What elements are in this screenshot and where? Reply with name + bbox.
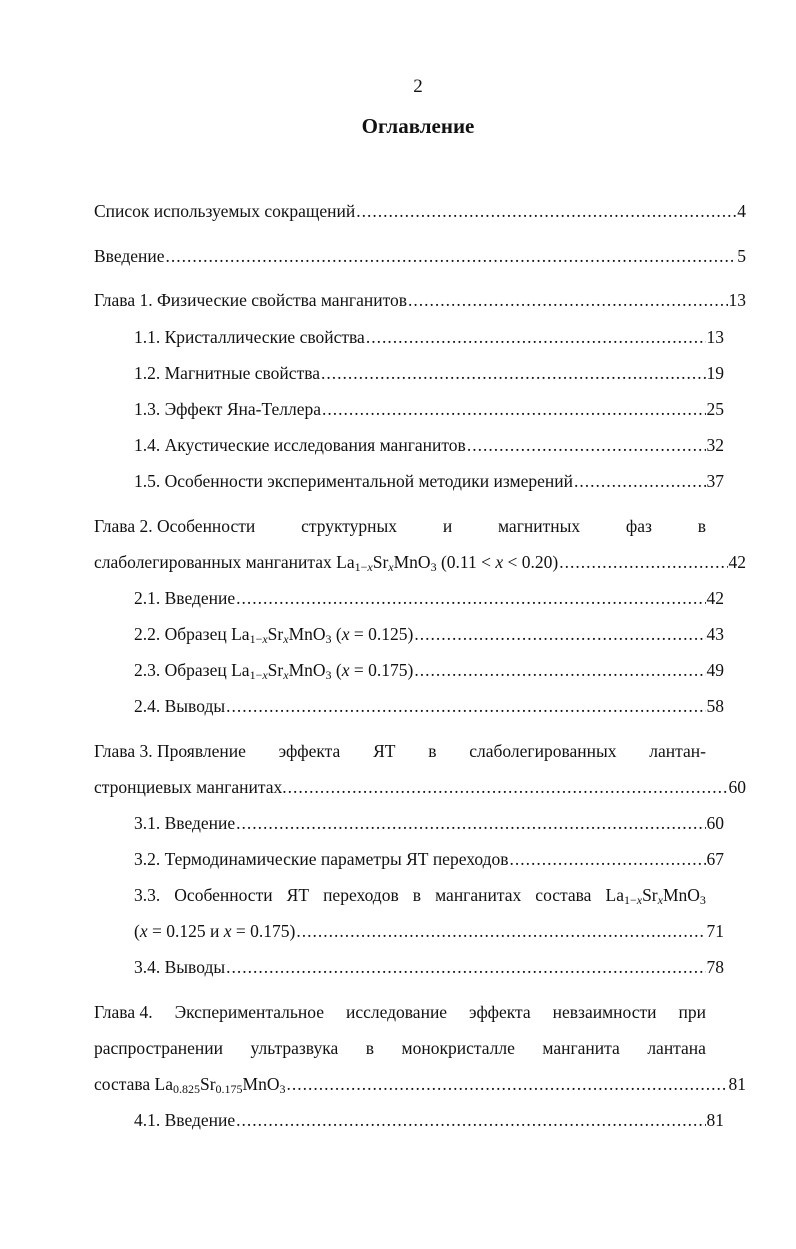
toc-word: Особенности xyxy=(174,885,273,905)
toc-entry-label: 1.3. Эффект Яна-Теллера xyxy=(134,399,321,419)
dot-leader xyxy=(408,289,727,311)
toc-entry-label: 2.1. Введение xyxy=(134,588,236,608)
toc-page-number: 37 xyxy=(706,471,724,491)
page-number: 2 xyxy=(413,76,423,97)
dot-leader xyxy=(366,326,706,348)
toc-word: переходов xyxy=(323,885,399,905)
toc-entry-section-2-1[interactable] xyxy=(134,587,724,609)
dot-leader xyxy=(321,362,705,384)
toc-page-number: 25 xyxy=(706,399,724,419)
toc-entry-section-2-4[interactable] xyxy=(134,695,724,717)
toc-entry-label: стронциевых манганитах. xyxy=(94,777,287,797)
toc-entry-label: 4.1. Введение xyxy=(134,1110,236,1130)
toc-word: распространении xyxy=(94,1038,223,1058)
dot-leader xyxy=(226,956,705,978)
toc-word: лантан- xyxy=(649,741,706,761)
toc-entry-label: 1.5. Особенности экспериментальной методики измерений xyxy=(134,471,573,491)
toc-entry-section-3-3-line-1[interactable] xyxy=(134,884,706,906)
toc-word: эффекта xyxy=(469,1002,531,1022)
toc-entry-section-1-2[interactable] xyxy=(134,362,724,384)
toc-entry-label: слаболегированных манганитах $La_{1-x}Sr_xMnO_3$ (0.11 < x < 0.20) xyxy=(94,552,559,574)
toc-word: фаз xyxy=(625,516,652,536)
dot-leader xyxy=(559,551,727,573)
toc-page-number: 49 xyxy=(706,660,724,680)
toc-page-number: 13 xyxy=(706,327,724,347)
toc-entry-label: Глава 1. Физические свойства манганитов xyxy=(94,290,408,310)
dot-leader xyxy=(414,623,705,645)
toc-word: в xyxy=(412,885,422,905)
toc-entry-label: Введение xyxy=(94,246,165,266)
toc-entry-section-3-3-line-2[interactable] xyxy=(134,920,724,942)
toc-word: исследование xyxy=(345,1002,448,1022)
toc-entry-chapter-3-line-1[interactable] xyxy=(94,740,706,762)
toc-entry-label: 1.1. Кристаллические свойства xyxy=(134,327,365,347)
toc-page-number: 32 xyxy=(706,435,724,455)
toc-word: лантана xyxy=(647,1038,706,1058)
toc-word: манганита xyxy=(542,1038,620,1058)
toc-word: 3.3. xyxy=(134,885,161,905)
toc-page-number: 60 xyxy=(728,777,746,797)
toc-page-number: 42 xyxy=(706,588,724,608)
toc-page-number: 67 xyxy=(706,849,724,869)
dot-leader xyxy=(356,200,736,222)
toc-word: Глава 4. xyxy=(94,1002,153,1022)
dot-leader xyxy=(287,1073,728,1095)
dot-leader xyxy=(467,434,706,456)
toc-entry-chapter-4-line-3[interactable] xyxy=(94,1073,746,1095)
toc-entry-section-2-3[interactable] xyxy=(134,659,724,681)
toc-entry-section-1-4[interactable] xyxy=(134,434,724,456)
toc-entry-introduction[interactable] xyxy=(94,245,746,267)
toc-word: Глава 2. Особенности xyxy=(94,516,256,536)
toc-word: в xyxy=(365,1038,375,1058)
dot-leader xyxy=(236,812,705,834)
toc-entry-label: Список используемых сокращений xyxy=(94,201,356,221)
dot-leader xyxy=(296,920,705,942)
toc-entry-label: 2.4. Выводы xyxy=(134,696,226,716)
toc-word: манганитах xyxy=(435,885,522,905)
toc-word: в xyxy=(428,741,437,761)
toc-page-number: 4 xyxy=(737,201,746,221)
chemical-formula: $La_{1-x}Sr_xMnO_3$ xyxy=(605,885,706,907)
toc-entry-section-1-1[interactable] xyxy=(134,326,724,348)
dot-leader xyxy=(288,776,728,798)
toc-word: Глава 3. Проявление xyxy=(94,741,246,761)
toc-entry-label: 2.2. Образец $La_{1-x}Sr_xMnO_3$ (x = 0.125) xyxy=(134,624,414,646)
toc-page-number: 43 xyxy=(706,624,724,644)
toc-entry-section-4-1[interactable] xyxy=(134,1109,724,1131)
toc-entry-chapter-3-line-2[interactable] xyxy=(94,776,746,798)
toc-page-number: 5 xyxy=(737,246,746,266)
toc-word: структурных xyxy=(301,516,398,536)
dot-leader xyxy=(322,398,706,420)
toc-page-number: 13 xyxy=(728,290,746,310)
toc-word: ЯТ xyxy=(286,885,310,905)
toc-page-number: 78 xyxy=(706,957,724,977)
toc-page-number: 58 xyxy=(706,696,724,716)
toc-entry-section-3-4[interactable] xyxy=(134,956,724,978)
toc-word: Экспериментальное xyxy=(174,1002,324,1022)
dot-leader xyxy=(166,245,737,267)
toc-word: ультразвука xyxy=(250,1038,339,1058)
toc-word: эффекта xyxy=(278,741,341,761)
dot-leader xyxy=(574,470,706,492)
toc-page-number: 71 xyxy=(706,921,724,941)
toc-word: в xyxy=(697,516,706,536)
toc-entry-section-1-3[interactable] xyxy=(134,398,724,420)
toc-entry-chapter-4-line-2[interactable] xyxy=(94,1037,706,1059)
dot-leader xyxy=(509,848,705,870)
toc-entry-abbreviations[interactable] xyxy=(94,200,746,222)
toc-entry-label: 3.4. Выводы xyxy=(134,957,226,977)
toc-page-number: 81 xyxy=(728,1074,746,1094)
toc-entry-section-1-5[interactable] xyxy=(134,470,724,492)
toc-entry-label: 1.2. Магнитные свойства xyxy=(134,363,321,383)
toc-entry-chapter-2-line-1[interactable] xyxy=(94,515,706,537)
dot-leader xyxy=(236,1109,705,1131)
toc-page-number: 19 xyxy=(706,363,724,383)
toc-word: состава xyxy=(535,885,592,905)
toc-entry-section-3-2[interactable] xyxy=(134,848,724,870)
toc-entry-chapter-1[interactable] xyxy=(94,289,746,311)
toc-entry-section-2-2[interactable] xyxy=(134,623,724,645)
toc-entry-label: 2.3. Образец $La_{1-x}Sr_xMnO_3$ (x = 0.175) xyxy=(134,660,414,682)
toc-entry-chapter-4-line-1[interactable] xyxy=(94,1001,706,1023)
dot-leader xyxy=(414,659,705,681)
toc-entry-label: (x = 0.125 и x = 0.175) xyxy=(134,921,296,941)
toc-page-number: 60 xyxy=(706,813,724,833)
toc-page-number: 42 xyxy=(728,552,746,572)
toc-word: слаболегированных xyxy=(469,741,617,761)
toc-word: и xyxy=(442,516,453,536)
toc-word: монокристалле xyxy=(401,1038,515,1058)
toc-word: при xyxy=(678,1002,706,1022)
toc-word: невзаимности xyxy=(552,1002,657,1022)
toc-entry-label: 1.4. Акустические исследования манганитов xyxy=(134,435,466,455)
toc-entry-label: состава $La_{0.825}Sr_{0.175}MnO_3$ xyxy=(94,1074,286,1096)
toc-entry-section-3-1[interactable] xyxy=(134,812,724,834)
toc-entry-label: 3.1. Введение xyxy=(134,813,236,833)
toc-page-number: 81 xyxy=(706,1110,724,1130)
page-title: Оглавление xyxy=(361,114,475,138)
toc-word: ЯТ xyxy=(373,741,396,761)
toc-word: магнитных xyxy=(497,516,581,536)
toc-entry-chapter-2-line-2[interactable] xyxy=(94,551,746,573)
toc-entry-label: 3.2. Термодинамические параметры ЯТ переходов xyxy=(134,849,509,869)
dot-leader xyxy=(226,695,705,717)
dot-leader xyxy=(236,587,705,609)
